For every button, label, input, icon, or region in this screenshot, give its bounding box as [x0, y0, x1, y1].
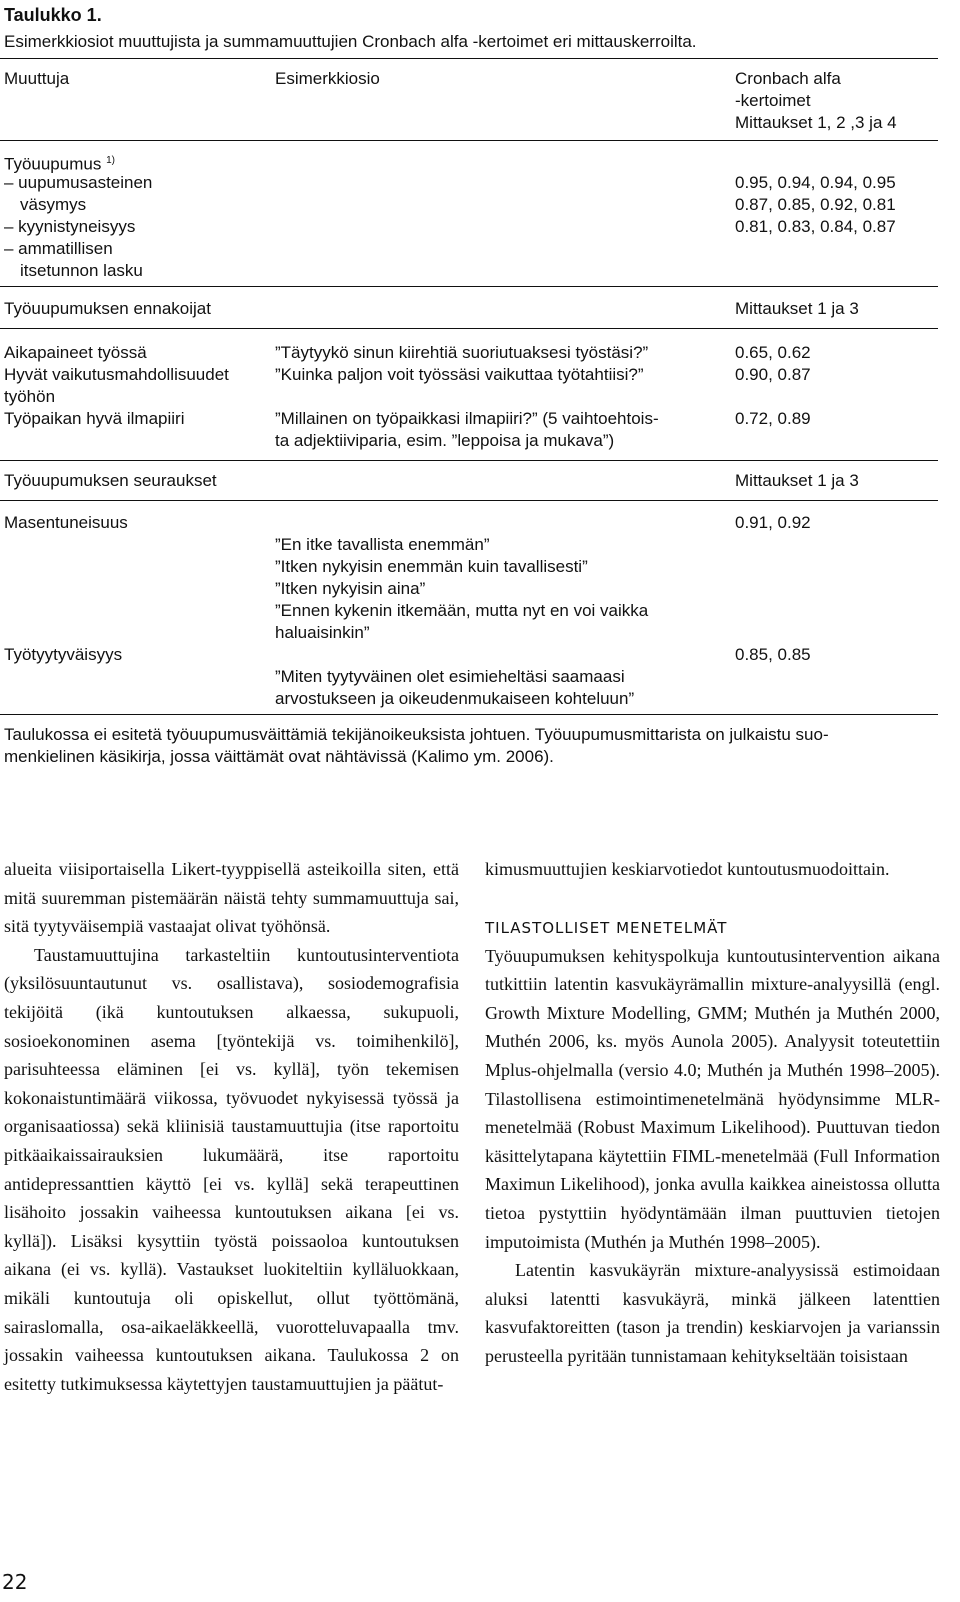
table-rule-bottom: [0, 714, 938, 715]
table-caption-subtitle: Esimerkkiosiot muuttujista ja summamuuttujien Cronbach alfa -kertoimet eri mittauskerroilta.: [4, 32, 697, 51]
table-rule-group1: [0, 286, 938, 287]
group2-row-value: 0.72, 0.89: [735, 409, 811, 428]
header-cronbach-1: Cronbach alfa: [735, 69, 841, 88]
group1-row-value: 0.95, 0.94, 0.94, 0.95: [735, 173, 896, 192]
table-caption-title: Taulukko 1.: [4, 5, 102, 25]
group1-footnote-marker: 1): [106, 155, 115, 166]
group3-row-item: ”Itken nykyisin enemmän kuin tavallisesti”: [275, 557, 588, 576]
group2-title: Työuupumuksen ennakoijat: [4, 299, 211, 318]
table-footnote-line2: menkielinen käsikirja, jossa väittämät ovat nähtävissä (Kalimo ym. 2006).: [4, 747, 554, 766]
group3-title: Työuupumuksen seuraukset: [4, 471, 217, 490]
table-rule-top: [0, 58, 938, 59]
group3-row-item: ”En itke tavallista enemmän”: [275, 535, 490, 554]
header-esimerkkiosio: Esimerkkiosio: [275, 69, 380, 88]
header-cronbach-2: -kertoimet: [735, 91, 811, 110]
group3-row-value: 0.85, 0.85: [735, 645, 811, 664]
group2-row-item: ”Kuinka paljon voit työssäsi vaikuttaa työtahtiisi?”: [275, 365, 644, 384]
body-paragraph: kimusmuuttujien keskiarvotiedot kuntoutusmuodoittain.: [485, 859, 890, 879]
body-paragraph: Latentin kasvukäyrän mixture-analyysissä estimoidaan aluksi latentti kasvukäyrä, minkä jälkeen latenttien kasvufaktoreitten (tason ja trendin) keskiarvojen ja varianssin perusteella pyritään tunnistamaan kehitykseltään toisistaan: [485, 1260, 940, 1366]
body-paragraph: Työuupumuksen kehityspolkuja kuntoutusintervention aikana tutkittiin latentin kasvukäyrämallin mixture-analyysillä (engl. Growth Mixture Modelling, GMM; Muthén ja Muthén 2000, Muthén 2006, ks. myös Aunola 2005). Analyysit toteutettiin Mplus-ohjelmalla (versio 4.0; Muthén ja Muthén 1998–2005). Tilastollisena estimointimenetelmänä hyödynsimme MLR-menetelmää (Robust Maximum Likelihood). Puuttuvan tiedon käsittelytapana käytettiin FIML-menetelmää (Full Information Maximun Likelihood), jonka avulla kaikkea aineistossa ollutta tietoa pystyttiin hyödyntämään ilman puuttuvien tietojen imputoimista (Muthén ja Muthén 1998–2005).: [485, 945, 940, 1252]
group3-row-item: ”Ennen kykenin itkemään, mutta nyt en voi vaikka: [275, 601, 649, 620]
table-rule-group3-header: [0, 500, 938, 501]
body-left-column: [4, 855, 459, 1398]
table-rule-header: [0, 140, 938, 141]
group1-row-value: 0.87, 0.85, 0.92, 0.81: [735, 195, 896, 214]
group3-row-label: Työtyytyväisyys: [4, 645, 123, 664]
group1-row-label: – uupumusasteinen: [4, 173, 153, 192]
group2-row-label: Aikapaineet työssä: [4, 343, 147, 362]
group2-row-value: 0.65, 0.62: [735, 343, 811, 362]
group3-mittaukset: Mittaukset 1 ja 3: [735, 471, 859, 490]
header-muuttuja: Muuttuja: [4, 69, 70, 88]
group2-mittaukset: Mittaukset 1 ja 3: [735, 299, 859, 318]
group1-row-label: – kyynistyneisyys: [4, 217, 136, 236]
group2-row-item: ta adjektiiviparia, esim. ”leppoisa ja mukava”): [275, 431, 615, 450]
group2-row-label: työhön: [4, 387, 56, 406]
group3-row-value: 0.91, 0.92: [735, 513, 811, 532]
group3-row-item: ”Itken nykyisin aina”: [275, 579, 426, 598]
group2-row-value: 0.90, 0.87: [735, 365, 811, 384]
group3-row-label: Masentuneisuus: [4, 513, 128, 532]
group1-row-label: itsetunnon lasku: [20, 261, 143, 280]
body-right-column: [485, 855, 940, 1371]
group2-row-label: Hyvät vaikutusmahdollisuudet: [4, 365, 229, 384]
section-heading: TILASTOLLISET MENETELMÄT: [485, 918, 728, 937]
group2-row-item: ”Millainen on työpaikkasi ilmapiiri?” (5 vaihtoehtois-: [275, 409, 659, 428]
table-rule-group2-header: [0, 328, 938, 329]
table-footnote-line1: Taulukossa ei esitetä työuupumusväittämiä tekijänoikeuksista johtuen. Työuupumusmittarista on julkaistu suo-: [4, 725, 829, 744]
group1-label: Työuupumus $^{1)}$: [4, 154, 115, 174]
body-paragraph: alueita viisiportaisella Likert-tyyppisellä asteikoilla siten, että mitä suuremman pistemäärän näistä tehty summamuuttuja sai, sitä tyytyväisempiä vastaajat olivat työhönsä.: [4, 859, 459, 937]
body-paragraph: Taustamuuttujina tarkasteltiin kuntoutusinterventiota (yksilösuuntautunut vs. osallistava), sosiodemografisia tekijöitä (ikä kuntoutuksen alkaessa, sukupuoli, sosioekonominen asema [työntekijä vs. toimihenkilö], parisuhteessa eläminen [ei vs. kyllä], työn tekemisen kokonaistuntimäärä viikossa, työvuodet nykyisessä työssä ja organisaatiossa) sekä kliinisiä taustamuuttujia (itse raportoitu pitkäaikaissairauksien lukumäärä, itse raportoitu antidepressanttien käyttö [ei vs. kyllä] sekä terapeuttinen lisähoito jossakin vaiheessa kuntoutuksen aikana [ei vs. kyllä]). Lisäksi kysyttiin työstä poissaoloa kuntoutuksen aikana (ei vs. kyllä). Vastaukset luokiteltiin kylläluokkaan, mikäli kuntoutuja oli opiskellut, ollut työttömänä, sairaslomalla, osa-aikaeläkkeellä, vuorotteluvapaalla tmv. jossakin vaiheessa kuntoutuksen aikana. Taulukossa 2 on esitetty tutkimuksessa käytettyjen taustamuuttujien ja päätut-: [4, 944, 459, 1394]
table-rule-group2: [0, 460, 938, 461]
group2-row-item: ”Täytyykö sinun kiirehtiä suoriutuaksesi työstäsi?”: [275, 343, 649, 362]
group3-row-item: arvostukseen ja oikeudenmukaiseen kohteluun”: [275, 689, 635, 708]
group1-row-value: 0.81, 0.83, 0.84, 0.87: [735, 217, 896, 236]
group3-row-item: haluaisinkin”: [275, 623, 370, 642]
group1-row-label: – ammatillisen: [4, 239, 113, 258]
header-cronbach-3: Mittaukset 1, 2 ,3 ja 4: [735, 113, 897, 132]
group3-row-item: ”Miten tyytyväinen olet esimieheltäsi saamaasi: [275, 667, 625, 686]
group1-row-label: väsymys: [20, 195, 87, 214]
group2-row-label: Työpaikan hyvä ilmapiiri: [4, 409, 185, 428]
page-number: 22: [2, 1570, 28, 1594]
